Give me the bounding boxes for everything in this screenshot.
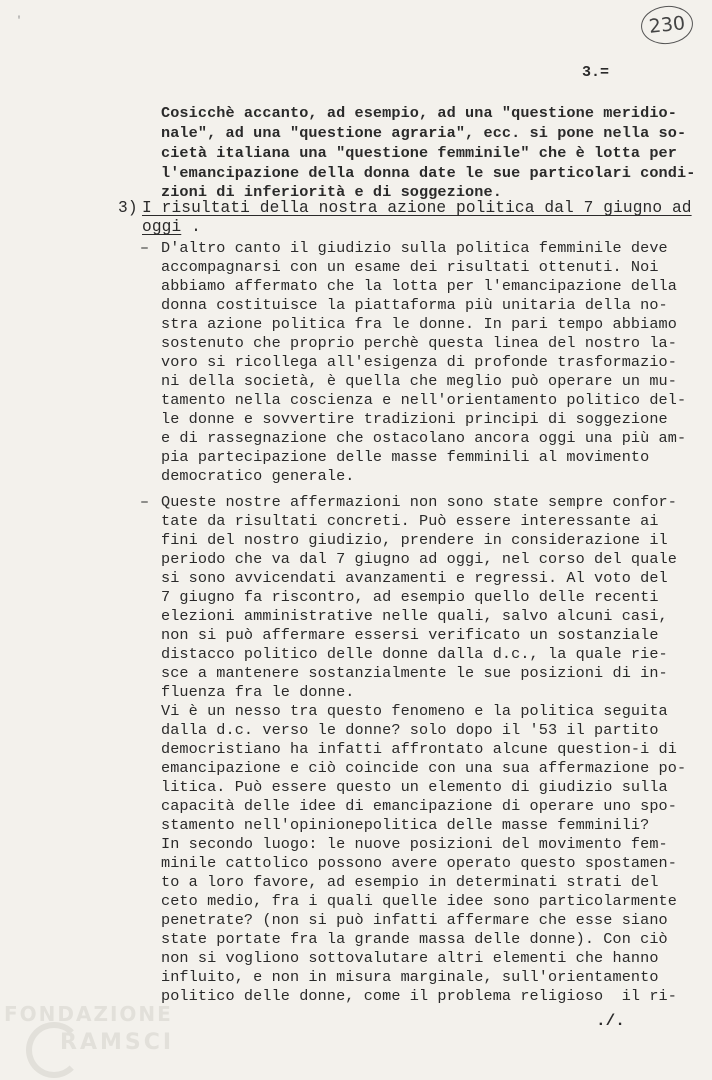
section-title-word: oggi <box>142 218 182 236</box>
text-line: si sono avvicendati avanzamenti e regressi. Al voto del <box>161 569 668 587</box>
text-line: In secondo luogo: le nuove posizioni del movimento fem- <box>161 835 668 853</box>
text-line: elezioni amministrative nelle quali, salvo alcuni casi, <box>161 607 668 625</box>
section-title-trail: . <box>181 218 201 236</box>
text-line: Queste nostre affermazioni non sono state sempre confor- <box>161 493 677 511</box>
text-line: ni della società, è quella che meglio può operare un mu- <box>161 372 677 390</box>
text-line: zioni di inferiorità e di soggezione. <box>161 183 502 201</box>
text-line: non si vogliono sottovalutare altri elementi che hanno <box>161 949 659 967</box>
text-line: nale", ad una "questione agraria", ecc. si pone nella so- <box>161 124 687 142</box>
dash-bullet: – <box>140 240 150 257</box>
text-line: e di rassegnazione che ostacolano ancora oggi una più am- <box>161 429 687 447</box>
text-line: ceto medio, fra i quali quelle idee sono particolarmente <box>161 892 677 910</box>
text-line: influito, e non in misura marginale, sull'orientamento <box>161 968 659 986</box>
section-title-line-1: I risultati della nostra azione politica dal 7 giugno ad <box>142 199 692 217</box>
text-line: non si può affermare essersi verificato un sostanziale <box>161 626 659 644</box>
text-line: democratico generale. <box>161 467 355 485</box>
text-line: penetrate? (non si può infatti affermare che esse siano <box>161 911 668 929</box>
text-line: abbiamo affermato che la lotta per l'emancipazione della <box>161 277 677 295</box>
watermark-line-1: FONDAZIONE <box>4 1002 173 1026</box>
text-line: Cosicchè accanto, ad esempio, ad una "questione meridio- <box>161 104 677 122</box>
text-line: fini del nostro giudizio, prendere in considerazione il <box>161 531 668 549</box>
text-line: voro si ricollega all'esigenza di profonde trasformazio- <box>161 353 677 371</box>
text-line: politico delle donne, come il problema religioso il ri- <box>161 987 677 1005</box>
archive-number-stamp: 230 <box>639 3 695 46</box>
text-line: emancipazione e ciò coincide con una sua affermazione po- <box>161 759 687 777</box>
text-line: sce a mantenere sostanzialmente le sue posizioni di in- <box>161 664 668 682</box>
text-line: l'emancipazione della donna date le sue particolari condi- <box>161 164 696 182</box>
text-line: to a loro favore, ad esempio in determinati strati del <box>161 873 659 891</box>
page-number: 3.= <box>582 64 610 81</box>
section-number: 3) <box>118 199 138 217</box>
text-line: tamento nella coscienza e nell'orientamento politico del- <box>161 391 687 409</box>
text-line: state portate fra la grande massa delle donne). Con ciò <box>161 930 668 948</box>
text-line: stra azione politica fra le donne. In pari tempo abbiamo <box>161 315 677 333</box>
text-line: fluenza fra le donne. <box>161 683 355 701</box>
text-line: accompagnarsi con un esame dei risultati ottenuti. Noi <box>161 258 659 276</box>
text-line: democristiano ha infatti affrontato alcune question-i di <box>161 740 677 758</box>
text-line: 7 giugno fa riscontro, ad esempio quello delle recenti <box>161 588 659 606</box>
text-line: cietà italiana una "questione femminile" che è lotta per <box>161 144 677 162</box>
text-line: D'altro canto il giudizio sulla politica femminile deve <box>161 239 668 257</box>
text-line: capacità delle idee di emancipazione di operare uno spo- <box>161 797 677 815</box>
text-line: pia partecipazione delle masse femminili al movimento <box>161 448 650 466</box>
text-line: stamento nell'opinionepolitica delle masse femminili? <box>161 816 650 834</box>
text-line: Vi è un nesso tra questo fenomeno e la politica seguita <box>161 702 668 720</box>
text-line: minile cattolico possono avere operato questo spostamen- <box>161 854 677 872</box>
text-line: donna costituisce la piattaforma più unitaria della no- <box>161 296 668 314</box>
text-line: distacco politico delle donne dalla d.c., la quale rie- <box>161 645 668 663</box>
text-line: dalla d.c. verso le donne? solo dopo il '53 il partito <box>161 721 659 739</box>
archive-watermark <box>4 996 180 1080</box>
continuation-mark: ./. <box>596 1012 625 1030</box>
text-line: le donne e sovvertire tradizioni principi di soggezione <box>161 410 668 428</box>
text-line: litica. Può essere questo un elemento di giudizio sulla <box>161 778 668 796</box>
text-line: sostenuto che proprio perchè questa linea del nostro la- <box>161 334 677 352</box>
dash-bullet: – <box>140 494 150 511</box>
corner-mark: ' <box>16 16 23 27</box>
section-title-line-2 <box>142 218 201 236</box>
watermark-line-2: RAMSCI <box>60 1030 175 1055</box>
text-line: periodo che va dal 7 giugno ad oggi, nel corso del quale <box>161 550 677 568</box>
text-line: tate da risultati concreti. Può essere interessante ai <box>161 512 659 530</box>
